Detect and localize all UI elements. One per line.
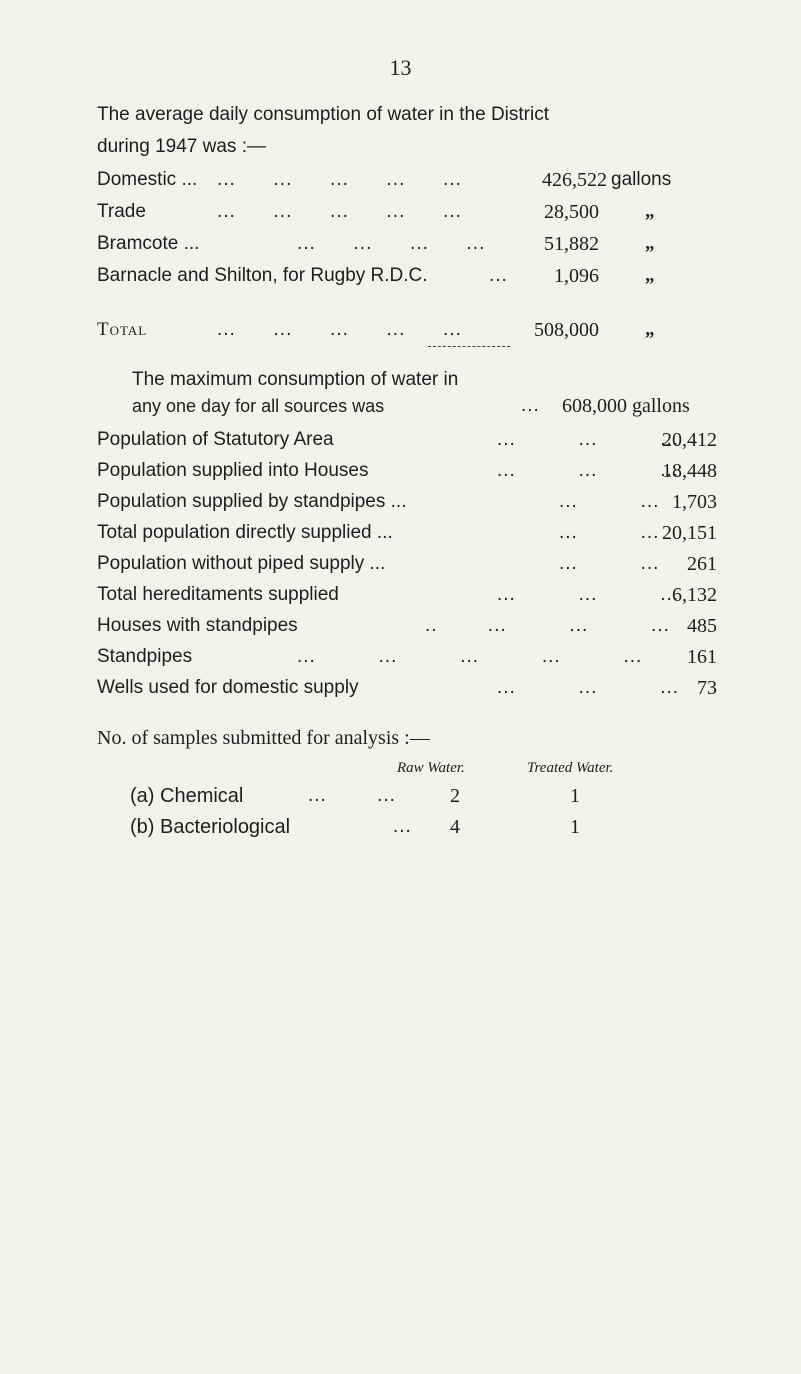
leader-dots: ... ... ... <box>497 584 680 605</box>
leader-dots: ... ... <box>559 522 660 543</box>
population-label: Population without piped supply ... <box>97 553 386 574</box>
population-row <box>97 610 717 642</box>
total-unit: „ <box>645 319 655 340</box>
population-row <box>97 579 717 611</box>
samples-row-bacteriological <box>130 811 600 843</box>
population-label: Houses with standpipes <box>97 615 298 636</box>
leader-dots: .. ... ... ... <box>425 615 670 636</box>
population-value: 73 <box>697 677 717 699</box>
consumption-unit: „ <box>645 233 655 254</box>
leader-dots: ... <box>393 816 412 837</box>
total-label: Total <box>97 319 148 340</box>
population-row <box>97 672 717 704</box>
samples-treated-value: 1 <box>570 816 580 838</box>
leader-dots: ... ... <box>559 553 660 574</box>
leader-dots: ... <box>489 265 508 286</box>
total-underline <box>428 346 510 347</box>
consumption-label: Domestic ... <box>97 169 198 190</box>
population-row <box>97 424 717 456</box>
samples-label: (a) Chemical <box>130 785 244 807</box>
population-label: Total hereditaments supplied <box>97 584 339 605</box>
population-label: Total population directly supplied ... <box>97 522 393 543</box>
leader-dots: ... ... ... ... <box>297 233 486 254</box>
leader-dots: ... ... ... ... ... <box>217 319 462 340</box>
population-row <box>97 548 717 580</box>
population-value: 485 <box>687 615 717 637</box>
leader-dots: ... ... ... ... ... <box>217 201 462 222</box>
leader-dots: ... ... <box>308 785 396 806</box>
consumption-label: Barnacle and Shilton, for Rugby R.D.C. <box>97 265 428 286</box>
consumption-label: Trade <box>97 201 146 222</box>
maximum-value: 608,000 gallons <box>562 395 690 417</box>
population-value: 6,132 <box>672 584 717 606</box>
consumption-value: 51,882 <box>544 233 599 255</box>
population-row <box>97 455 717 487</box>
leader-dots: ... ... <box>559 491 660 512</box>
consumption-intro-line1: The average daily consumption of water in the District <box>97 104 549 125</box>
population-label: Population of Statutory Area <box>97 429 334 450</box>
population-value: 261 <box>687 553 717 575</box>
population-value: 18,448 <box>662 460 717 482</box>
samples-raw-value: 4 <box>450 816 460 838</box>
population-value: 1,703 <box>672 491 717 513</box>
consumption-value: 1,096 <box>554 265 599 287</box>
leader-dots: ... ... ... <box>497 460 680 481</box>
maximum-text-line2: any one day for all sources was <box>132 396 385 416</box>
population-value: 161 <box>687 646 717 668</box>
samples-raw-value: 2 <box>450 785 460 807</box>
total-value: 508,000 <box>534 319 599 341</box>
population-row <box>97 641 717 673</box>
population-value: 20,151 <box>662 522 717 544</box>
consumption-value: 426,522 <box>542 169 607 191</box>
leader-dots: ... ... ... <box>497 429 680 450</box>
consumption-unit: „ <box>645 265 655 286</box>
samples-col-raw: Raw Water. <box>397 760 465 776</box>
leader-dots: ... ... ... ... ... <box>297 646 643 667</box>
samples-label: (b) Bacteriological <box>130 816 291 838</box>
population-label: Standpipes <box>97 646 193 667</box>
samples-intro: No. of samples submitted for analysis :— <box>97 727 430 749</box>
population-row <box>97 486 717 518</box>
population-label: Population supplied by standpipes ... <box>97 491 407 512</box>
samples-treated-value: 1 <box>570 785 580 807</box>
population-row <box>97 517 717 549</box>
leader-dots: ... ... ... <box>497 677 680 698</box>
population-label: Population supplied into Houses <box>97 460 369 481</box>
consumption-intro-line2: during 1947 was :— <box>97 136 266 157</box>
consumption-value: 28,500 <box>544 201 599 223</box>
leader-dots: ... <box>521 395 540 416</box>
population-value: 20,412 <box>662 429 717 451</box>
population-label: Wells used for domestic supply <box>97 677 359 698</box>
consumption-unit: „ <box>645 201 655 222</box>
consumption-label: Bramcote ... <box>97 233 200 254</box>
page-number: 13 <box>389 55 412 80</box>
samples-col-treated: Treated Water. <box>527 760 614 776</box>
leader-dots: ... ... ... ... ... <box>217 169 462 190</box>
maximum-text-line1: The maximum consumption of water in <box>132 369 459 390</box>
consumption-intro <box>97 99 727 163</box>
samples-row-chemical <box>130 780 600 812</box>
consumption-unit: gallons <box>611 169 672 190</box>
